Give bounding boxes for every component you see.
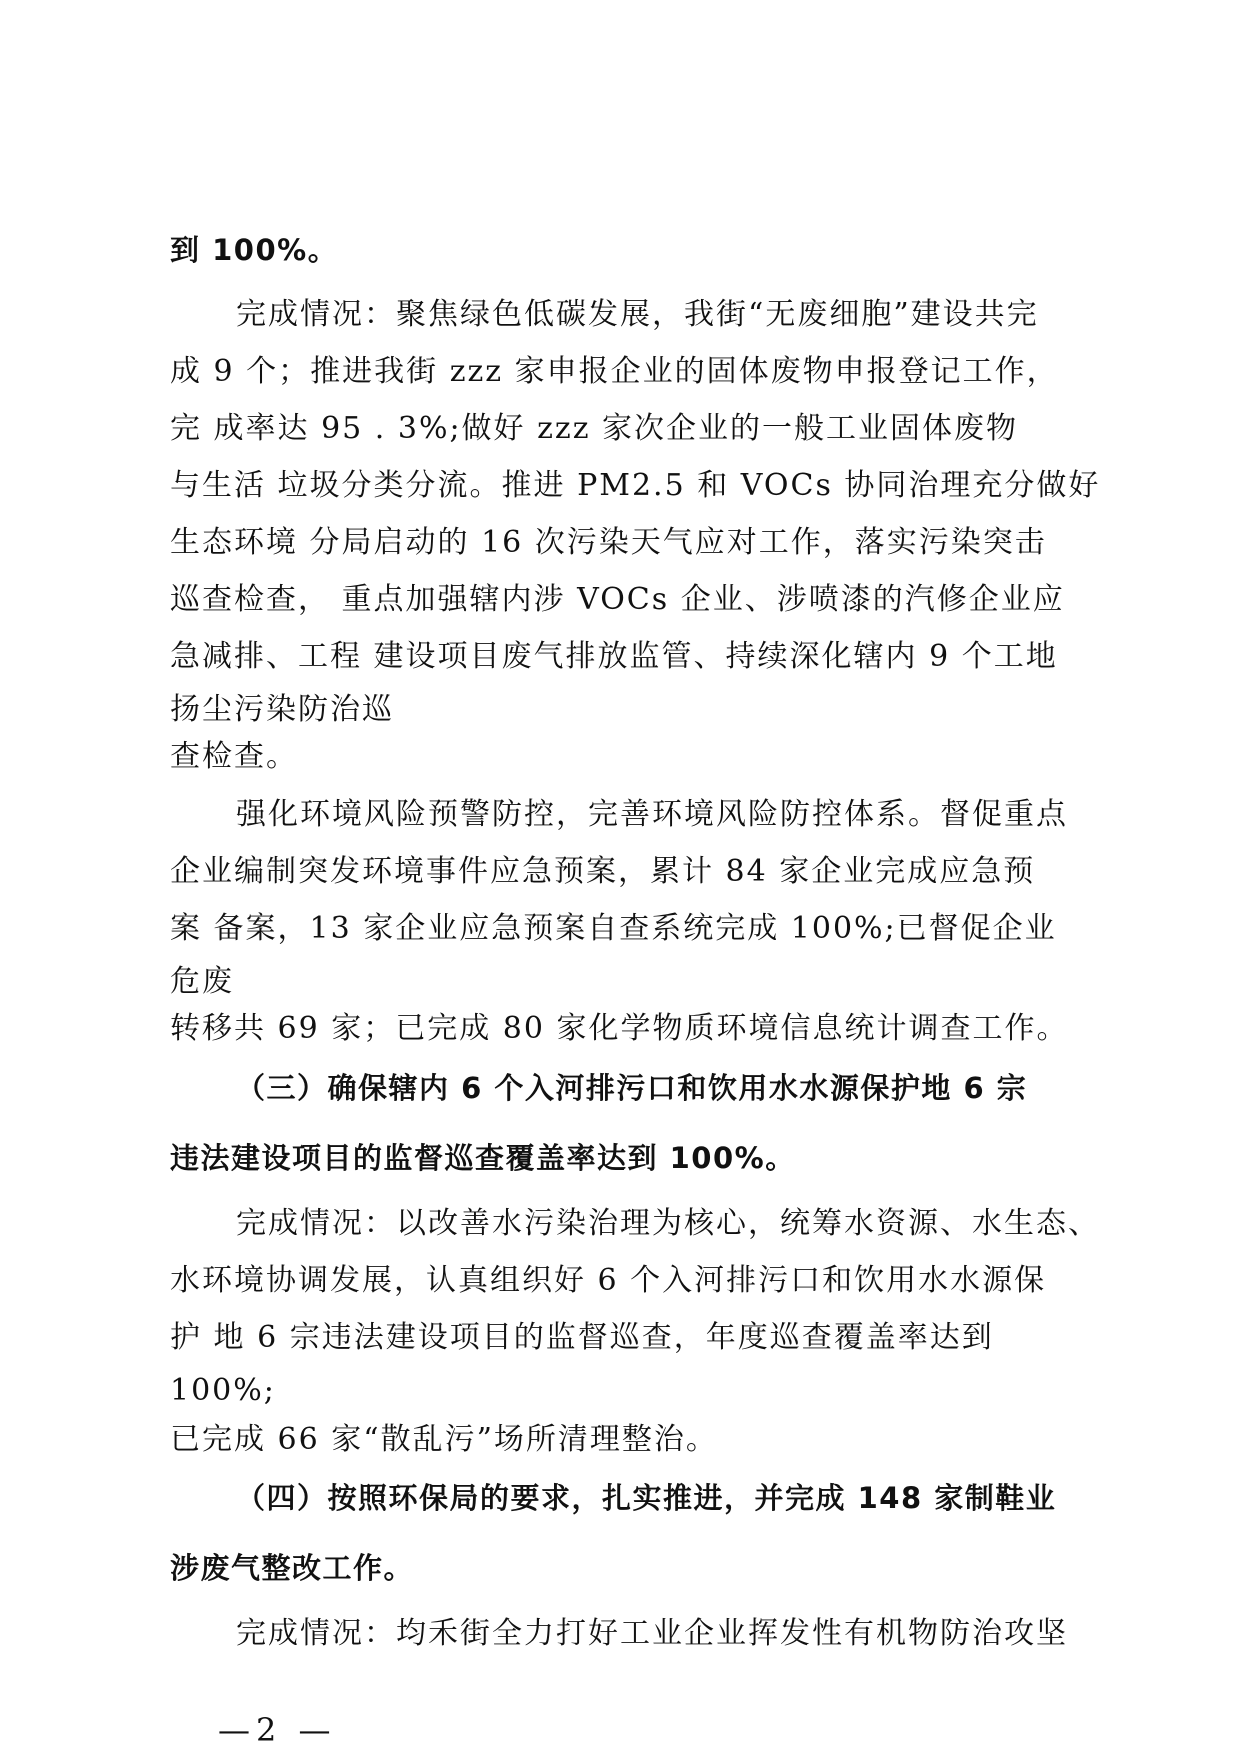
text-line-4: 完 成率达 95 . 3%;做好 zzz 家次企业的一般工业固体废物: [170, 411, 1019, 446]
section-heading-4-cont: 涉废气整改工作。: [170, 1551, 415, 1585]
text-line-13: 案 备案，13 家企业应急预案自查系统完成 100%;已督促企业: [170, 911, 1057, 946]
text-line-14: 危废: [170, 964, 234, 999]
text-line-25: 完成情况：均禾街全力打好工业企业挥发性有机物防治攻坚: [236, 1616, 1068, 1651]
text-line-1: 到 100%。: [170, 233, 339, 267]
text-line-15: 转移共 69 家；已完成 80 家化学物质环境信息统计调查工作。: [170, 1011, 1069, 1046]
text-line-9: 扬尘污染防治巡: [170, 692, 394, 727]
text-line-8: 急减排、工程 建设项目废气排放监管、持续深化辖内 9 个工地: [170, 639, 1058, 674]
text-line-22: 已完成 66 家“散乱污”场所清理整治。: [170, 1422, 718, 1457]
section-heading-4: （四）按照环保局的要求，扎实推进，并完成 148 家制鞋业: [236, 1481, 1057, 1515]
text-line-3: 成 9 个；推进我街 zzz 家申报企业的固体废物申报登记工作，: [170, 354, 1059, 389]
text-line-18: 完成情况：以改善水污染治理为核心，统筹水资源、水生态、: [236, 1206, 1100, 1241]
section-heading-3-cont: 违法建设项目的监督巡查覆盖率达到 100%。: [170, 1141, 796, 1175]
page-number: —2 —: [218, 1711, 337, 1749]
text-line-10: 查检查。: [170, 739, 298, 774]
text-line-5: 与生活 垃圾分类分流。推进 PM2.5 和 VOCs 协同治理充分做好: [170, 468, 1101, 503]
text-line-7: 巡查检查， 重点加强辖内涉 VOCs 企业、涉喷漆的汽修企业应: [170, 582, 1065, 617]
text-line-6: 生态环境 分局启动的 16 次污染天气应对工作，落实污染突击: [170, 525, 1047, 560]
section-heading-3: （三）确保辖内 6 个入河排污口和饮用水水源保护地 6 宗: [236, 1071, 1028, 1105]
text-line-12: 企业编制突发环境事件应急预案，累计 84 家企业完成应急预: [170, 854, 1036, 889]
text-line-20: 护 地 6 宗违法建设项目的监督巡查，年度巡查覆盖率达到: [170, 1320, 994, 1355]
text-line-2: 完成情况：聚焦绿色低碳发展，我街“无废细胞”建设共完: [236, 297, 1039, 332]
text-line-19: 水环境协调发展，认真组织好 6 个入河排污口和饮用水水源保: [170, 1263, 1047, 1298]
text-line-21: 100%;: [170, 1373, 276, 1408]
text-line-11: 强化环境风险预警防控，完善环境风险防控体系。督促重点: [236, 797, 1068, 832]
